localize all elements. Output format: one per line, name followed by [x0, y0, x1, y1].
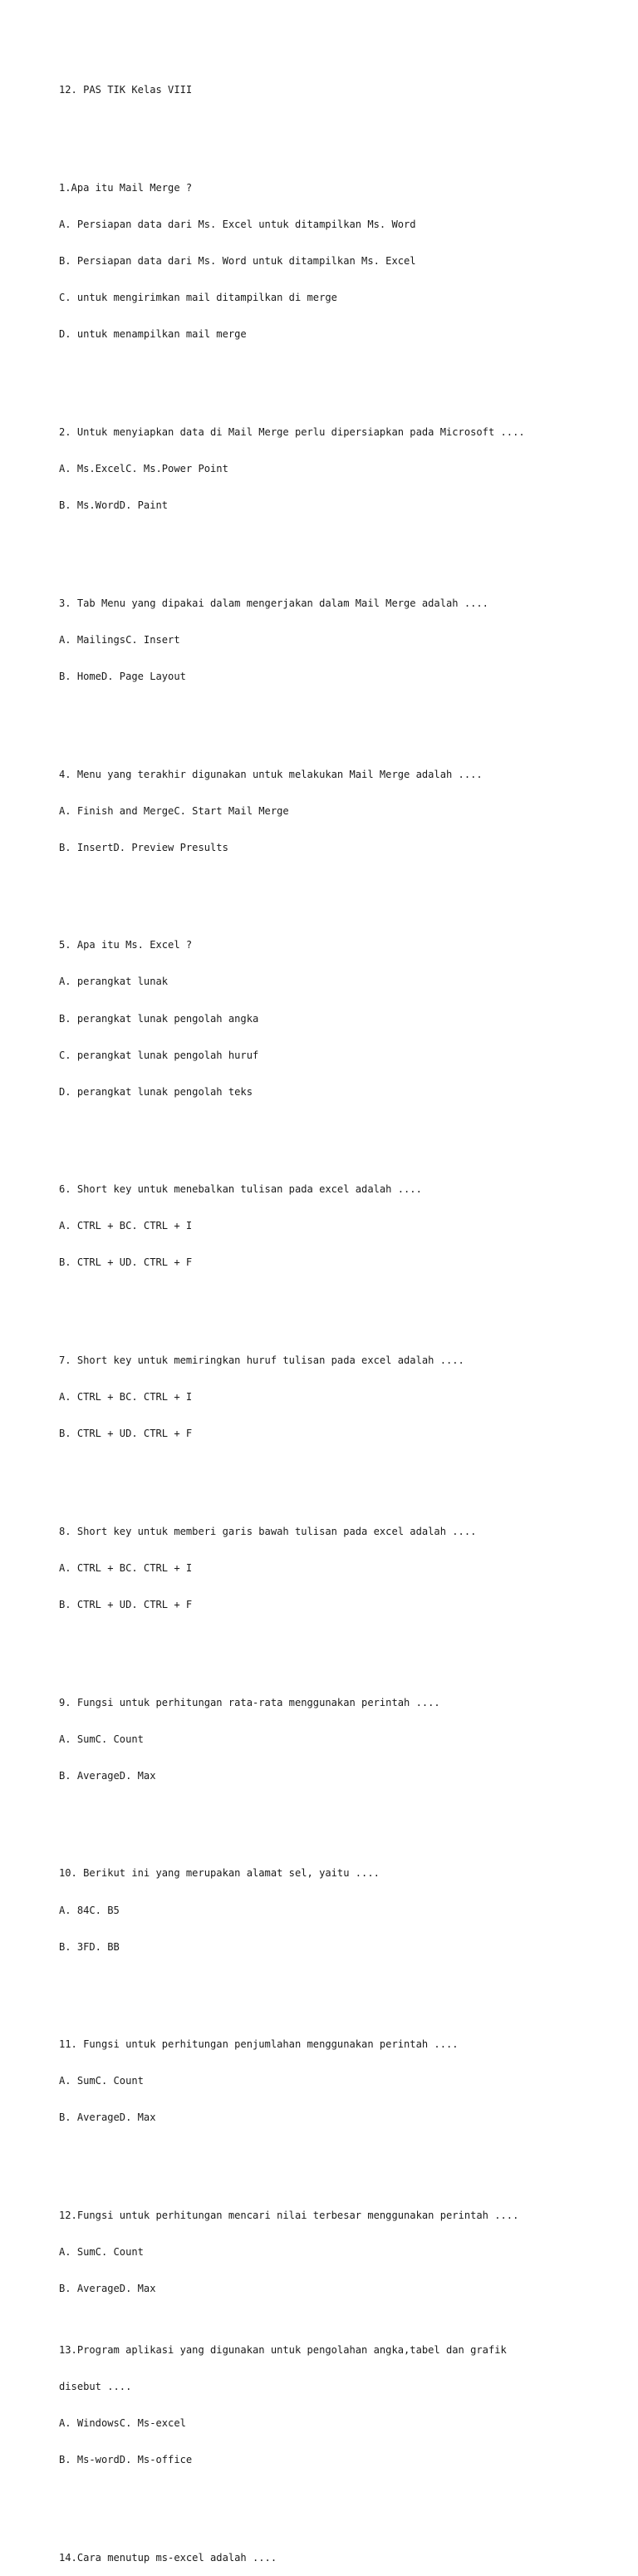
spacer — [59, 878, 624, 891]
question-11-text: 11. Fungsi untuk perhitungan penjumlahan menggunakan perintah .... — [59, 2038, 459, 2051]
question-2-option-bd: B. Ms.WordD. Paint — [59, 499, 169, 512]
spacer — [59, 707, 624, 720]
question-5-option-a: A. perangkat lunak — [59, 976, 169, 988]
spacer — [59, 1978, 624, 1990]
question-12-option-bd: B. AverageD. Max — [59, 2283, 156, 2295]
spacer — [59, 1294, 624, 1306]
question-4-text: 4. Menu yang terakhir digunakan untuk melakukan Mail Merge adalah .... — [59, 768, 483, 780]
spacer — [59, 2490, 624, 2503]
document-title: 12. PAS TIK Kelas VIII — [59, 84, 193, 96]
question-9-option-ac: A. SumC. Count — [59, 1733, 144, 1745]
question-9-text: 9. Fungsi untuk perhitungan rata-rata menggunakan perintah .... — [59, 1696, 440, 1708]
question-5-text: 5. Apa itu Ms. Excel ? — [59, 939, 193, 951]
question-8-text: 8. Short key untuk memberi garis bawah tulisan pada excel adalah .... — [59, 1525, 477, 1537]
question-13-option-ac: A. WindowsC. Ms-excel — [59, 2416, 186, 2429]
document-page — [59, 60, 624, 2576]
question-10-option-ac: A. 84C. B5 — [59, 1904, 120, 1916]
spacer — [59, 365, 624, 377]
question-5-option-d: D. perangkat lunak pengolah teks — [59, 1085, 253, 1098]
question-7-text: 7. Short key untuk memiringkan huruf tulisan pada excel adalah .... — [59, 1354, 464, 1367]
question-12-text: 12.Fungsi untuk perhitungan mencari nilai terbesar menggunakan perintah .... — [59, 2209, 519, 2221]
question-3-option-bd: B. HomeD. Page Layout — [59, 670, 186, 682]
question-9-option-bd: B. AverageD. Max — [59, 1769, 156, 1782]
question-10-text: 10. Berikut ini yang merupakan alamat sel, yaitu .... — [59, 1867, 380, 1880]
question-7-option-bd: B. CTRL + UD. CTRL + F — [59, 1428, 193, 1440]
spacer — [59, 1123, 624, 1135]
question-3-text: 3. Tab Menu yang dipakai dalam mengerjakan dalam Mail Merge adalah .... — [59, 597, 488, 609]
question-12-option-ac: A. SumC. Count — [59, 2246, 144, 2259]
spacer — [59, 2148, 624, 2161]
question-2-option-ac: A. Ms.ExcelC. Ms.Power Point — [59, 463, 228, 475]
question-1-option-c: C. untuk mengirimkan mail ditampilkan di merge — [59, 292, 337, 304]
spacer — [59, 1464, 624, 1477]
question-4-option-bd: B. InsertD. Preview Presults — [59, 841, 228, 853]
question-1-text: 1.Apa itu Mail Merge ? — [59, 182, 193, 194]
question-13-text: 13.Program aplikasi yang digunakan untuk pengolahan angka,tabel dan grafik — [59, 2343, 507, 2356]
spacer — [59, 1635, 624, 1648]
question-5-option-b: B. perangkat lunak pengolah angka — [59, 1012, 259, 1025]
question-1-option-d: D. untuk menampilkan mail merge — [59, 328, 247, 341]
question-4-option-ac: A. Finish and MergeC. Start Mail Merge — [59, 804, 289, 817]
spacer — [59, 121, 624, 134]
question-11-option-ac: A. SumC. Count — [59, 2075, 144, 2087]
question-13-text-continued: disebut .... — [59, 2380, 132, 2392]
question-3-option-ac: A. MailingsC. Insert — [59, 633, 180, 646]
question-13-option-bd: B. Ms-wordD. Ms-office — [59, 2453, 193, 2465]
question-1-option-b: B. Persiapan data dari Ms. Word untuk ditampilkan Ms. Excel — [59, 255, 416, 268]
question-11-option-bd: B. AverageD. Max — [59, 2111, 156, 2124]
question-6-option-ac: A. CTRL + BC. CTRL + I — [59, 1220, 193, 1232]
question-5-option-c: C. perangkat lunak pengolah huruf — [59, 1049, 259, 1061]
question-2-text: 2. Untuk menyiapkan data di Mail Merge perlu dipersiapkan pada Microsoft .... — [59, 425, 525, 438]
question-14-text: 14.Cara menutup ms-excel adalah .... — [59, 2551, 277, 2564]
question-10-option-bd: B. 3FD. BB — [59, 1940, 120, 1953]
question-1-option-a: A. Persiapan data dari Ms. Excel untuk ditampilkan Ms. Word — [59, 219, 416, 231]
question-8-option-bd: B. CTRL + UD. CTRL + F — [59, 1599, 193, 1611]
spacer — [59, 1807, 624, 1819]
question-8-option-ac: A. CTRL + BC. CTRL + I — [59, 1561, 193, 1574]
question-7-option-ac: A. CTRL + BC. CTRL + I — [59, 1391, 193, 1404]
question-6-option-bd: B. CTRL + UD. CTRL + F — [59, 1256, 193, 1269]
spacer — [59, 536, 624, 548]
question-6-text: 6. Short key untuk menebalkan tulisan pada excel adalah .... — [59, 1183, 422, 1196]
